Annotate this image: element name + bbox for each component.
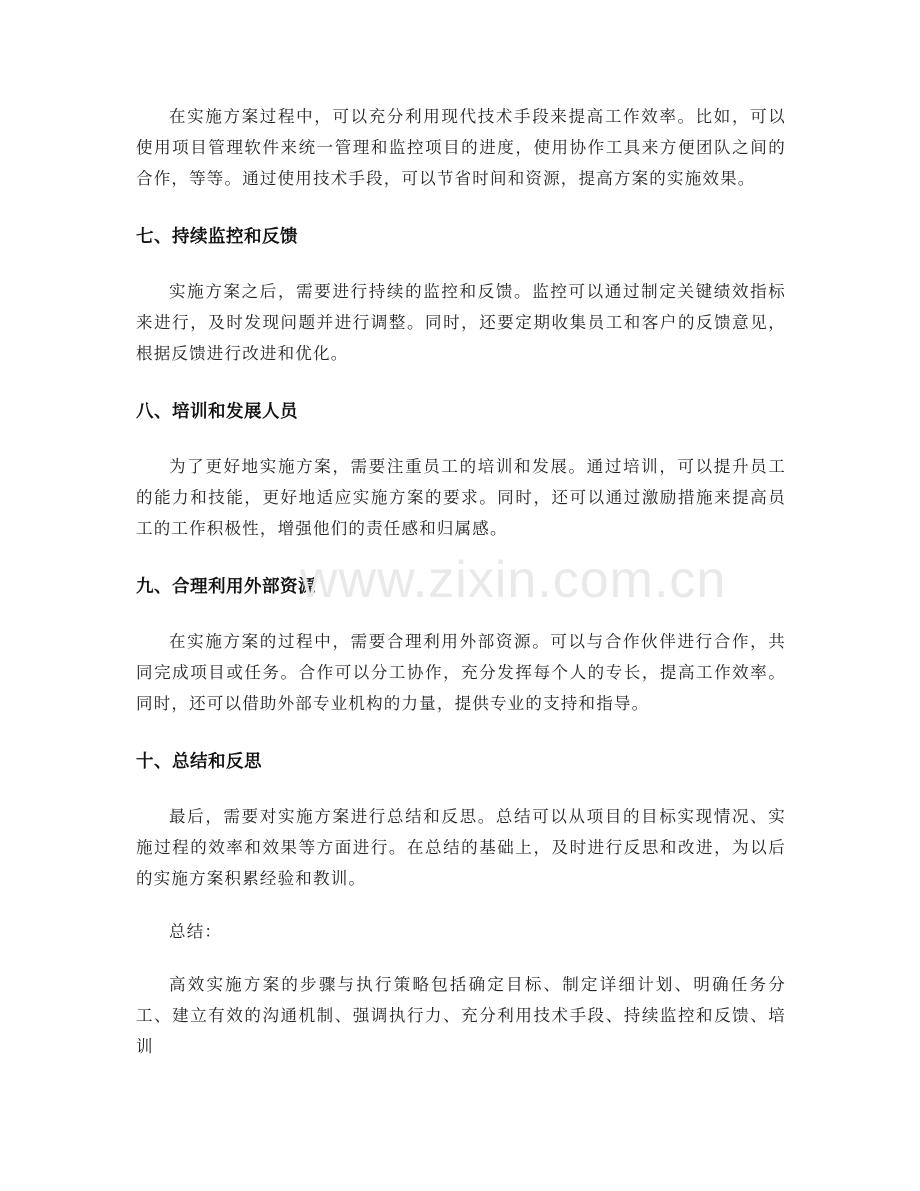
document-body bbox=[136, 101, 786, 1062]
section-heading-external-resources: 九、合理利用外部资源 bbox=[136, 577, 316, 597]
section-body-monitoring: 实施方案之后，需要进行持续的监控和反馈。监控可以通过制定关键绩效指标来进行，及时发现问题并进行调整。同时，还要定期收集员工和客户的反馈意见，根据反馈进行改进和优化。 bbox=[136, 282, 786, 363]
summary-label: 总结： bbox=[169, 922, 223, 941]
section-heading-training: 八、培训和发展人员 bbox=[136, 402, 298, 422]
watermark-text: www.zixin.com.cn bbox=[300, 551, 727, 609]
summary-paragraph: 高效实施方案的步骤与执行策略包括确定目标、制定详细计划、明确任务分工、建立有效的沟通机制、强调执行力、充分利用技术手段、持续监控和反馈、培训 bbox=[136, 975, 786, 1056]
section-body-summary-reflection: 最后，需要对实施方案进行总结和反思。总结可以从项目的目标实现情况、实施过程的效率和效果等方面进行。在总结的基础上，及时进行反思和改进，为以后的实施方案积累经验和教训。 bbox=[136, 807, 786, 888]
intro-paragraph: 在实施方案过程中，可以充分利用现代技术手段来提高工作效率。比如，可以使用项目管理软件来统一管理和监控项目的进度，使用协作工具来方便团队之间的合作，等等。通过使用技术手段，可以节省时间和资源，提高方案的实施效果。 bbox=[136, 107, 786, 188]
section-heading-summary-reflection: 十、总结和反思 bbox=[136, 752, 262, 772]
section-body-training: 为了更好地实施方案，需要注重员工的培训和发展。通过培训，可以提升员工的能力和技能，更好地适应实施方案的要求。同时，还可以通过激励措施来提高员工的工作积极性，增强他们的责任感和归属感。 bbox=[136, 457, 786, 538]
section-body-external-resources: 在实施方案的过程中，需要合理利用外部资源。可以与合作伙伴进行合作，共同完成项目或任务。合作可以分工协作，充分发挥每个人的专长，提高工作效率。同时，还可以借助外部专业机构的力量，提供专业的支持和指导。 bbox=[136, 632, 786, 713]
section-heading-monitoring: 七、持续监控和反馈 bbox=[136, 227, 298, 247]
